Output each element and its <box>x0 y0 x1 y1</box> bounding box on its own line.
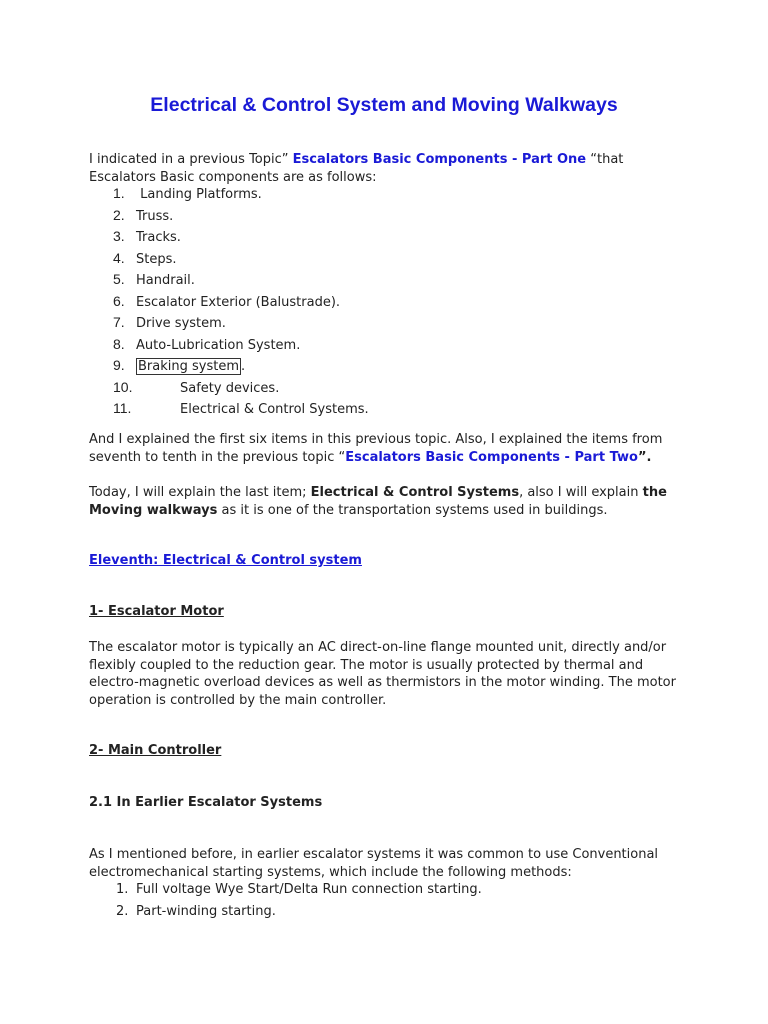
list-item: 2. Part-winding starting. <box>116 904 276 919</box>
second-paragraph: And I explained the first six items in this previous topic. Also, I explained the items from seventh to tenth in the previous topic “Escalators Basic Components - Part Two”. <box>89 432 663 465</box>
list-item: 5. Handrail. <box>113 271 195 288</box>
intro-text: I indicated in a previous Topic” <box>89 152 289 167</box>
list-item: 11. Electrical & Control Systems. <box>113 400 369 417</box>
page-title: Electrical & Control System and Moving Walkways <box>150 94 618 116</box>
part-one-link[interactable]: Escalators Basic Components - Part One <box>292 152 587 167</box>
list-item: 2. Truss. <box>113 206 174 224</box>
earlier-paragraph: As I mentioned before, in earlier escalator systems it was common to use Conventional electromechanical starting systems, which include the following methods: <box>89 847 659 880</box>
list-item: 9. Braking system . <box>113 357 246 374</box>
list-item: 6. Escalator Exterior (Balustrade). <box>113 292 341 310</box>
list-item: 10. Safety devices. <box>113 378 280 396</box>
part-two-link[interactable]: Escalators Basic Components - Part Two <box>345 449 638 465</box>
motor-paragraph: The escalator motor is typically an AC direct-on-line flange mounted unit, directly and/or flexibly coupled to the reduction gear. The motor is usually protected by thermal and electro-magnetic overload devices as well as thermistors in the motor winding. The motor operation is controlled by the main controller. <box>89 640 676 708</box>
list-item: 7. Drive system. <box>113 314 226 331</box>
third-paragraph: Today, I will explain the last item; Electrical & Control Systems, also I will explain the Moving walkways as it is one of the transportation systems used in buildings. <box>89 485 667 518</box>
list-item: 3. Tracks. <box>113 228 181 245</box>
components-list <box>113 183 369 420</box>
list-item: 4. Steps. <box>113 249 177 267</box>
intro-text-cont: “that Escalators Basic components are as follows: <box>89 152 624 185</box>
list-item: 1. Full voltage Wye Start/Delta Run connection starting. <box>116 882 482 897</box>
section-eleventh-link[interactable]: Eleventh: Electrical & Control system <box>89 553 362 568</box>
heading-escalator-motor: 1- Escalator Motor <box>89 604 224 619</box>
methods-list <box>116 879 482 923</box>
heading-main-controller: 2- Main Controller <box>89 743 222 758</box>
braking-system-box: Braking system <box>138 359 239 374</box>
intro-paragraph <box>89 151 689 186</box>
list-item: 1. Landing Platforms. <box>113 185 262 202</box>
list-item: 8. Auto-Lubrication System. <box>113 335 301 353</box>
heading-earlier-systems: 2.1 In Earlier Escalator Systems <box>89 795 323 810</box>
